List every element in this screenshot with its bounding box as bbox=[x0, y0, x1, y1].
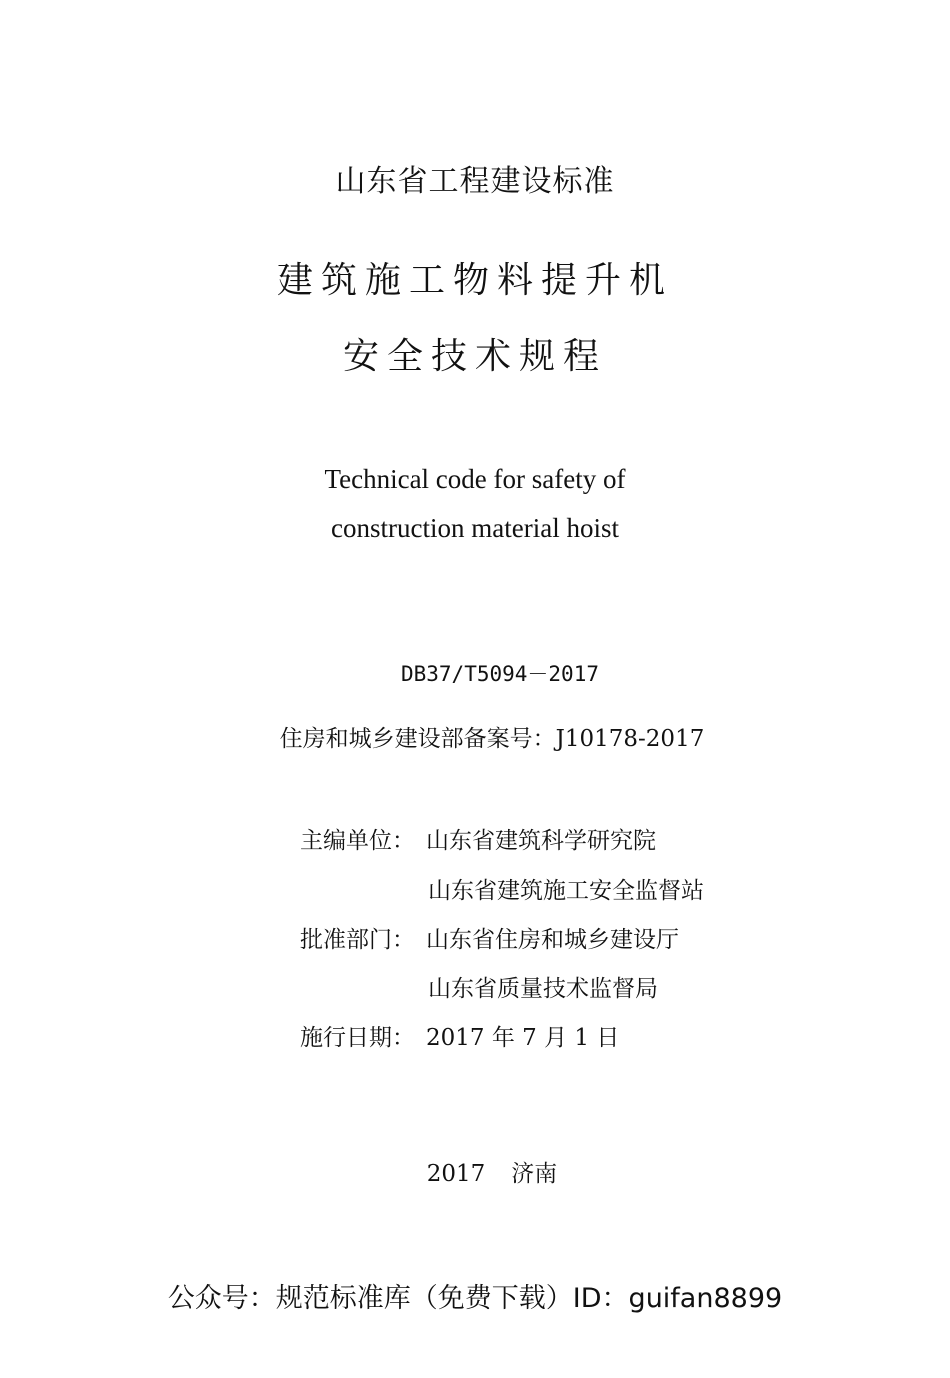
approver-row bbox=[300, 921, 679, 954]
approver-label: 批准部门： bbox=[300, 927, 415, 953]
publication-place bbox=[17, 1155, 950, 1188]
editor-2: 山东省建筑施工安全监督站 bbox=[428, 878, 704, 904]
document-title-line-1: 建筑施工物料提升机 bbox=[276, 260, 673, 301]
record-number: 住房和城乡建设部备案号：J10178-2017 bbox=[279, 726, 705, 752]
approver-1: 山东省住房和城乡建设厅 bbox=[426, 927, 679, 953]
english-title-line-1: Technical code for safety of bbox=[324, 464, 626, 494]
approver-2: 山东省质量技术监督局 bbox=[428, 976, 658, 1002]
editor-1: 山东省建筑科学研究院 bbox=[426, 828, 656, 854]
editor-row bbox=[300, 822, 656, 855]
document-title-line-2: 安全技术规程 bbox=[342, 336, 607, 377]
approver-row-2 bbox=[428, 970, 658, 1003]
effective-date: 2017 年 7 月 1 日 bbox=[426, 1025, 620, 1051]
publication-city: 济南 bbox=[511, 1161, 558, 1187]
editor-row-2 bbox=[428, 872, 704, 905]
effective-label: 施行日期： bbox=[300, 1025, 415, 1051]
footer-watermark-text: 公众号：规范标准库（免费下载）ID：guifan8899 bbox=[167, 1283, 783, 1314]
standard-series: 山东省工程建设标准 bbox=[335, 164, 615, 199]
effective-date-row bbox=[300, 1019, 619, 1052]
standard-code: DB37/T5094－2017 bbox=[400, 662, 599, 686]
english-title-line-2: construction material hoist bbox=[331, 513, 619, 543]
editor-label: 主编单位： bbox=[300, 828, 415, 854]
publication-year: 2017 bbox=[426, 1161, 486, 1187]
